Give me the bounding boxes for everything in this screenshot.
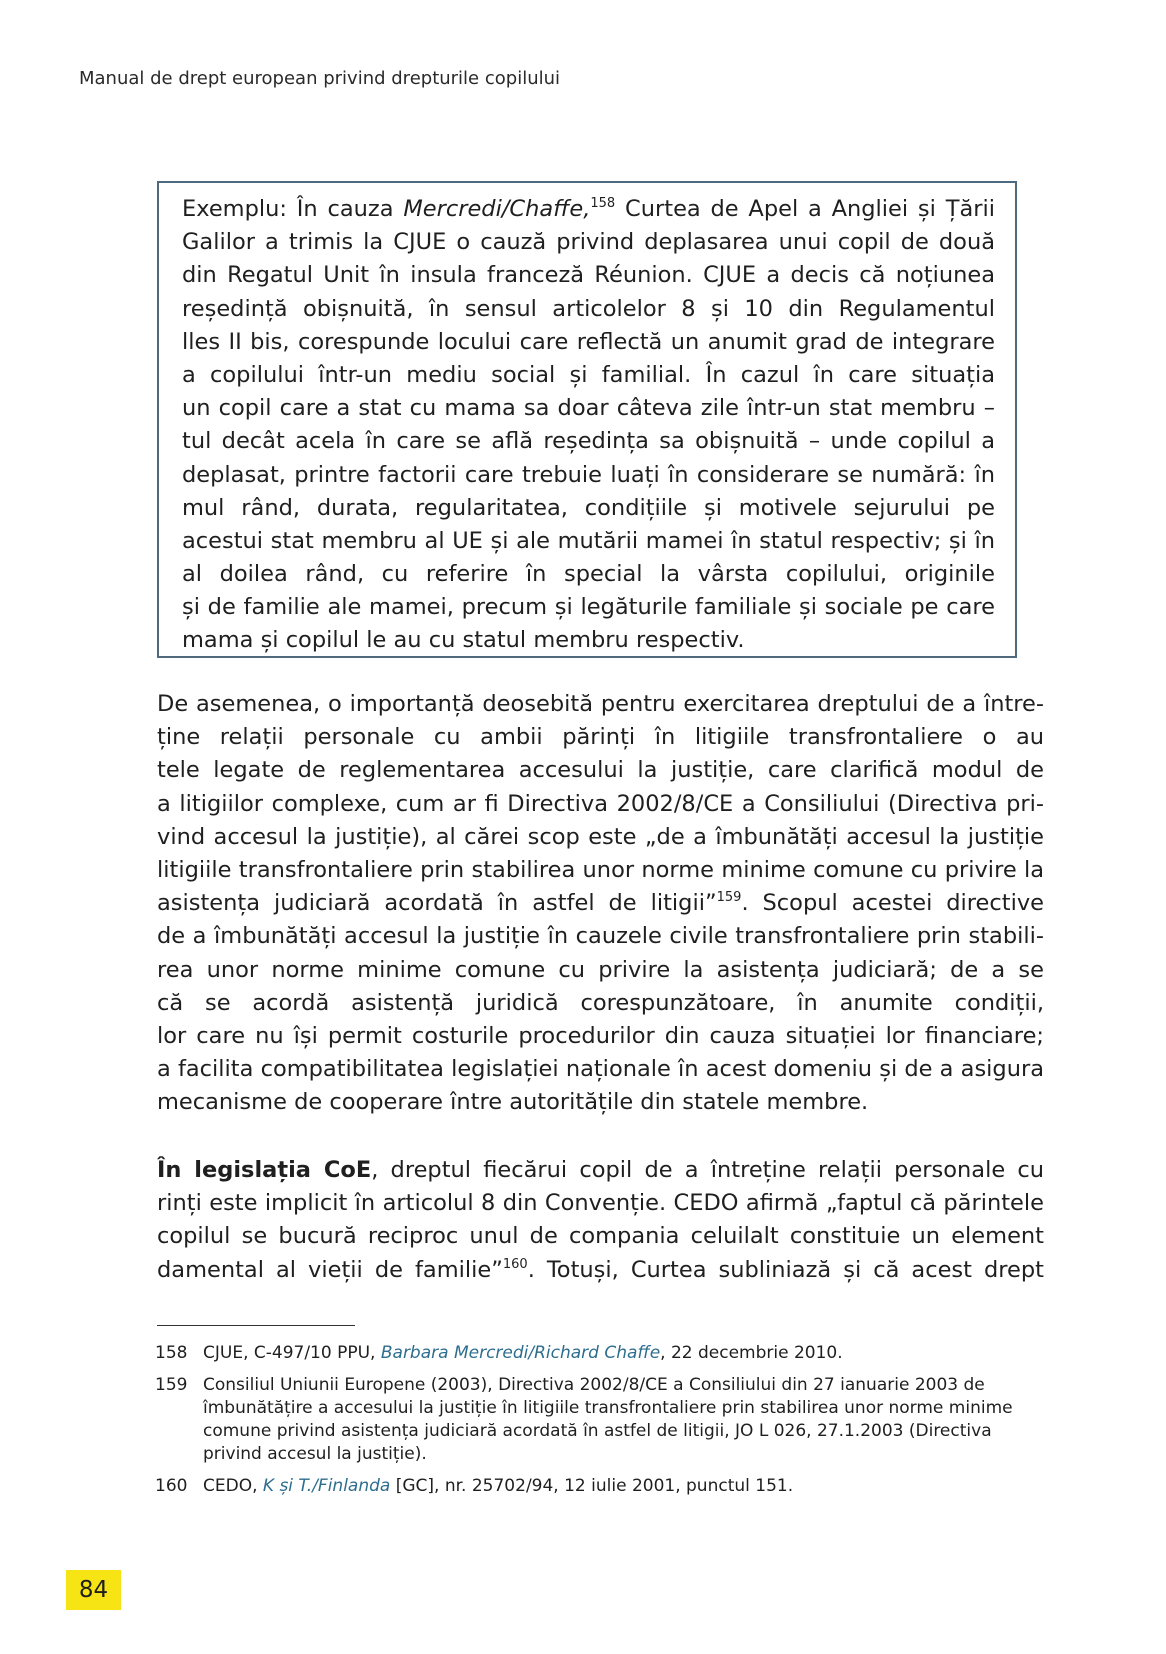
paragraph-text: , dreptul fiecărui copil de a întreține relații personale cu <box>371 1157 1044 1183</box>
example-line: tul decât acela în care se află reședința sa obișnuită – unde copilul a <box>182 428 995 455</box>
footnote-text <box>203 1475 1045 1498</box>
example-line: un copil care a stat cu mama sa doar câteva zile într-un stat membru – <box>182 395 995 422</box>
paragraph-line: că se acordă asistență juridică corespunzătoare, în anumite condiții, <box>157 989 1044 1016</box>
paragraph-text: . Scopul acestei directive <box>741 890 1044 917</box>
page-number: 84 <box>66 1570 121 1610</box>
paragraph-line <box>157 887 1044 920</box>
example-text: Curtea de Apel a Angliei și Țării <box>615 196 995 222</box>
section-lead: În legislația CoE <box>157 1157 372 1183</box>
case-link[interactable]: Barbara Mercredi/Richard Chaffe <box>380 1343 661 1363</box>
paragraph-text: asistența judiciară acordată în astfel de litigii” <box>157 890 717 917</box>
example-text: Exemplu: În cauza <box>182 196 404 222</box>
case-name: Mercredi/Chaffe, <box>403 196 591 222</box>
example-line: reședință obișnuită, în sensul articolelor 8 și 10 din Regulamentul <box>182 295 995 322</box>
footnote-ref[interactable]: 159 <box>716 890 742 906</box>
paragraph-line: litigiile transfrontaliere prin stabilirea unor norme minime comune cu privire la <box>157 856 1044 883</box>
footnote-text-part: CJUE, C-497/10 PPU, <box>203 1343 381 1363</box>
example-line: mul rând, durata, regularitatea, condițiile și motivele sejurului pe <box>182 494 995 521</box>
body-paragraph <box>157 1154 1044 1287</box>
footnote-text-part: CEDO, <box>203 1476 263 1496</box>
paragraph-line: rinți este implicit în articolul 8 din Convenție. CEDO afirmă „faptul că părintele <box>157 1190 1044 1217</box>
paragraph-line: tele legate de reglementarea accesului la justiție, care clarifică modul de <box>157 757 1044 784</box>
footnote-ref[interactable]: 158 <box>590 196 616 211</box>
paragraph-text: damental al vieții de familie” <box>157 1256 503 1283</box>
running-header: Manual de drept european privind drepturile copilului <box>79 68 561 89</box>
paragraph-line: copilul se bucură reciproc unul de compania celuilalt constituie un element <box>157 1223 1044 1250</box>
footnote-text: Consiliul Uniunii Europene (2003), Directiva 2002/8/CE a Consiliului din 27 ianuarie 2003 de îmbunătățire a accesului la justiție în litigiile transfrontaliere prin stabilirea unor norme minime comune privind asistența judiciară acordată în astfel de litigii, JO L 026, 27.1.2003 (Directiva privind accesul la justiție). <box>203 1375 1013 1464</box>
body-paragraph <box>157 688 1044 1119</box>
paragraph-line: ține relații personale cu ambii părinți în litigiile transfrontaliere o au <box>157 724 1044 751</box>
example-line: mama și copilul le au cu statul membru respectiv. <box>182 627 745 654</box>
example-line: Galilor a trimis la CJUE o cauză privind deplasarea unui copil de două <box>182 229 995 256</box>
footnote <box>155 1475 1045 1498</box>
example-line: lles II bis, corespunde locului care reflectă un anumit grad de integrare <box>182 328 995 355</box>
example-line: din Regatul Unit în insula franceză Réunion. CJUE a decis că noțiunea <box>182 262 995 289</box>
example-line: și de familie ale mamei, precum și legăturile familiale și sociale pe care <box>182 594 995 621</box>
footnote-text-part: , 22 decembrie 2010. <box>660 1343 843 1363</box>
example-line: acestui stat membru al UE și ale mutării mamei în statul respectiv; și în <box>182 527 995 554</box>
footnote <box>155 1374 1045 1466</box>
footnote-separator <box>157 1325 355 1326</box>
footnote-number: 160 <box>155 1476 188 1496</box>
footnotes <box>155 1342 1045 1507</box>
footnote-text-part: [GC], nr. 25702/94, 12 iulie 2001, punctul 151. <box>390 1476 794 1496</box>
paragraph-line <box>157 1154 1044 1187</box>
footnote-text <box>203 1342 1045 1365</box>
paragraph-line: a litigiilor complexe, cum ar fi Directiva 2002/8/CE a Consiliului (Directiva pri- <box>157 790 1044 817</box>
case-link[interactable]: K și T./Finlanda <box>262 1476 391 1496</box>
example-line <box>182 193 995 226</box>
footnote-number: 158 <box>155 1343 188 1363</box>
paragraph-line: De asemenea, o importanță deosebită pentru exercitarea dreptului de a între- <box>157 691 1044 717</box>
paragraph-line <box>157 1254 1044 1287</box>
footnote <box>155 1342 1045 1365</box>
paragraph-line: vind accesul la justiție), al cărei scop este „de a îmbunătăți accesul la justiție <box>157 823 1044 850</box>
paragraph-text: . Totuși, Curtea subliniază și că acest drept <box>527 1256 1044 1283</box>
paragraph-line: de a îmbunătăți accesul la justiție în cauzele civile transfrontaliere prin stabili- <box>157 923 1044 950</box>
paragraph-line: lor care nu își permit costurile procedurilor din cauza situației lor financiare; <box>157 1022 1044 1049</box>
example-line: al doilea rând, cu referire în special la vârsta copilului, originile <box>182 561 995 588</box>
example-line: deplasat, printre factorii care trebuie luați în considerare se numără: în <box>182 461 995 488</box>
footnote-ref[interactable]: 160 <box>502 1256 528 1272</box>
example-line: a copilului într-un mediu social și familial. În cazul în care situația <box>182 361 995 388</box>
paragraph-line: a facilita compatibilitatea legislației naționale în acest domeniu și de a asigura <box>157 1056 1044 1083</box>
footnote-number: 159 <box>155 1375 188 1395</box>
paragraph-line: rea unor norme minime comune cu privire la asistența judiciară; de a se <box>157 956 1044 983</box>
example-box <box>157 181 1017 658</box>
paragraph-line: mecanisme de cooperare între autoritățile din statele membre. <box>157 1089 869 1116</box>
